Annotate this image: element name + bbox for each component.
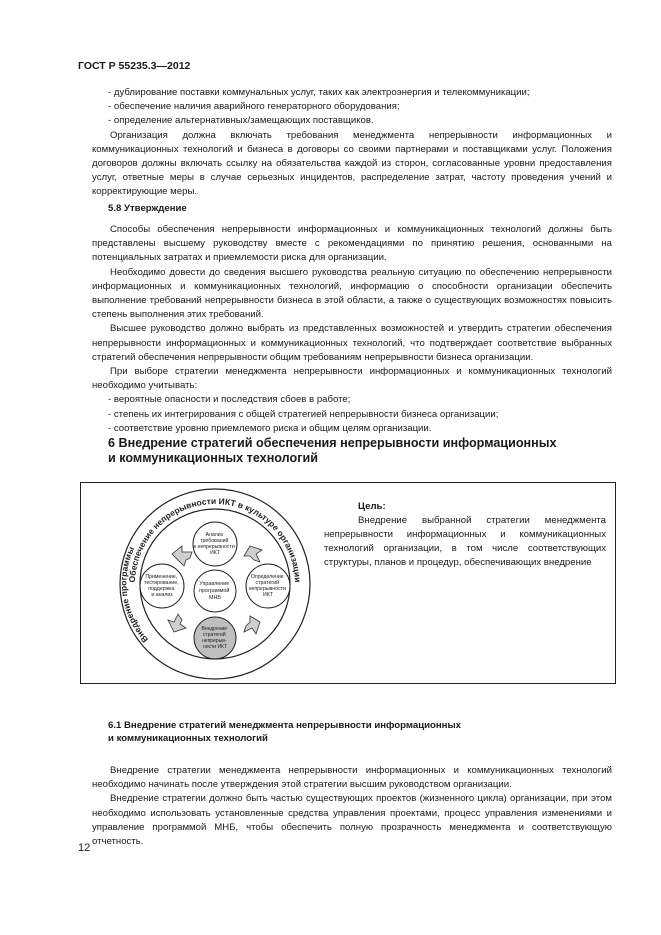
outer-ring-label: Обеспечение непрерывности ИКТ в культуре организации: [126, 495, 304, 583]
list-item: - степень их интегрирования с общей стратегией непрерывности бизнеса организации;: [108, 408, 499, 420]
section-6-heading-line2: и коммуникационных технологий: [108, 451, 318, 465]
section-5-8-body: [92, 223, 612, 436]
section-6-1-body: [92, 764, 612, 849]
svg-text:Применение, тестирование,: Применение, тестирование, поддержка и анализ: [144, 574, 179, 598]
section-6-1-heading-line2: и коммуникационных технологий: [108, 733, 268, 744]
section-6-heading: [108, 436, 608, 466]
document-header: ГОСТ Р 55235.3—2012: [78, 60, 191, 72]
arrow-icon: [244, 616, 260, 634]
section-6-heading-line1: 6 Внедрение стратегий обеспечения непрерывности информационных: [108, 436, 557, 450]
arrow-icon: [172, 546, 192, 566]
page-number: 12: [78, 842, 91, 854]
arrow-icon: [168, 614, 186, 632]
paragraph: Внедрение стратегии менеджмента непрерывности информационных и коммуникационных технологий необходимо начинать после утверждения этой стратегии высшим руководством организации.: [92, 765, 612, 791]
svg-text:Определение стратегий: Определение стратегий непрерывности ИКТ: [248, 574, 286, 598]
svg-text:Управление программой: Управление программой МНБ: [199, 581, 230, 601]
block-continuation: [92, 86, 612, 200]
section-6-1-heading-line1: 6.1 Внедрение стратегий менеджмента непрерывности информационных: [108, 720, 461, 731]
paragraph: Организация должна включать требования менеджмента непрерывности информационных и коммуникационных технологий и бизнеса в договоры со своими партнерами и поставщиками услуг. Положения договоров должны включать ссылку на обязательства каждой из сторон, согласованные уровни предоставления услуг, ответные меры в случае серьезных инцидентов, распределение затрат, частоту проведения учений и корректирующие меры.: [92, 129, 612, 198]
list-item: - обеспечение наличия аварийного генераторного оборудования;: [108, 101, 400, 113]
paragraph: Необходимо довести до сведения высшего руководства реальную ситуацию по обеспечению непрерывности информационных и коммуникационных технологий, информацию о способности организации обеспечить выполнение требований непрерывности бизнеса в этой области, а также о существующих возможностях повысить степень выполнения этих требований.: [92, 266, 612, 321]
list-item: - вероятные опасности и последствия сбоев в работе;: [108, 394, 351, 406]
arrow-icon: [244, 546, 262, 562]
svg-text:Анализ требований к не: Анализ требований к непрерывности ИКТ: [193, 532, 235, 556]
cycle-diagram: [110, 486, 320, 682]
list-item: - дублирование поставки коммунальных услуг, таких как электроэнергия и телекоммуникации;: [108, 87, 530, 98]
figure-goal: [324, 500, 606, 570]
paragraph: При выборе стратегии менеджмента непрерывности информационных и коммуникационных технологий необходимо учитывать:: [92, 366, 612, 392]
goal-text: Внедрение выбранной стратегии менеджмента непрерывности информационных и коммуникационных технологий организации, в том числе соответствующих структуры, планов и процедур, обеспечивающих внедрение: [324, 515, 606, 568]
paragraph: Способы обеспечения непрерывности информационных и коммуникационных технологий должны быть представлены высшему руководству вместе с рекомендациями по принятию решения, основанными на потенциальных затратах и приемлемости риска для организации.: [92, 224, 612, 264]
list-item: - соответствие уровню приемлемого риска и общим целям организации.: [108, 422, 432, 434]
svg-text:Внедрение стратегий не: Внедрение стратегий непрерыв- ности ИКТ: [201, 626, 228, 650]
paragraph: Внедрение стратегии должно быть частью существующих проектов (жизненного цикла) организации, при этом необходимо использовать установленные средства управления проектами, процесс управления изменениями и управление программой МНБ, чтобы обеспечить полную прозрачность менеджмента и соответствующую отчетность.: [92, 793, 612, 848]
list-item: - определение альтернативных/замещающих поставщиков.: [108, 115, 374, 127]
section-5-8-heading: 5.8 Утверждение: [108, 203, 187, 214]
paragraph: Высшее руководство должно выбрать из представленных возможностей и утвердить стратегии обеспечения непрерывности информационных и коммуникационных технологий, что подтверждает соответствие выбранных стратегий обеспечения непрерывности общим требованиям непрерывности бизнеса организации.: [92, 323, 612, 363]
outer-left-label: Внедрение программы: [118, 545, 150, 645]
goal-title: Цель:: [358, 501, 386, 512]
section-6-1-heading: [108, 719, 461, 745]
